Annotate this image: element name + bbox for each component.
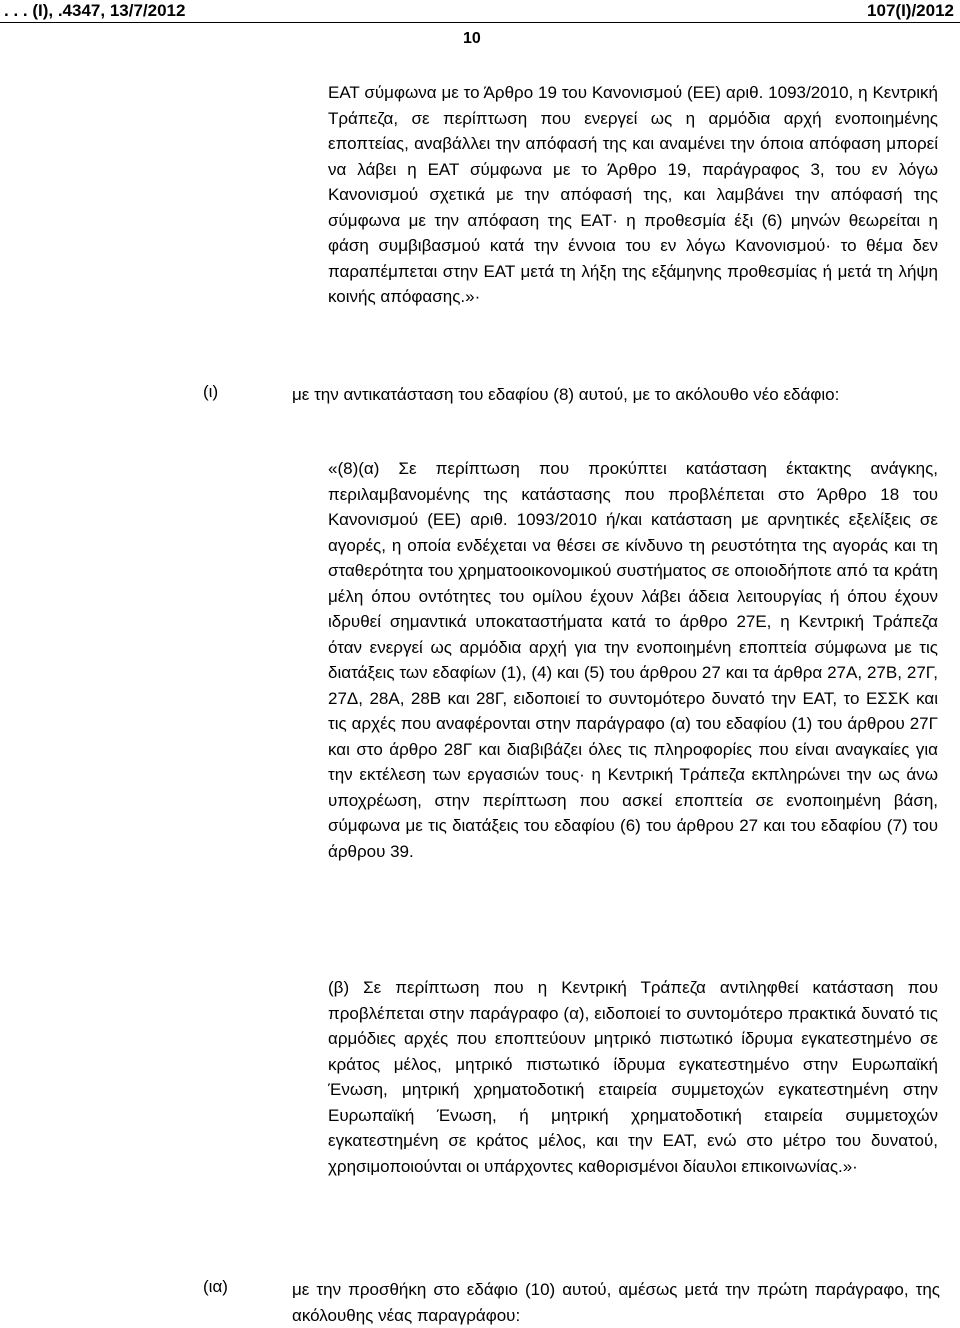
quoted-subsection-8b: (β) Σε περίπτωση που η Κεντρική Τράπεζα αντιληφθεί κατάσταση που προβλέπεται στην παράγραφο (α), ειδοποιεί το συντομότερο πρακτικά δυνατό τις αρμόδιες αρχές που εποπτεύουν μητρικό πιστωτικό ίδρυμα εγκατεστημένο σε κράτος μέλος, μητρικό πιστωτικό ίδρυμα εγκατεστημένο στην Ευρωπαϊκή Ένωση, μητρική χρηματοδοτική εταιρεία συμμετοχών εγκατεστημένη στην Ευρωπαϊκή Ένωση, ή μητρική χρηματοδοτική εταιρεία συμμετοχών εγκατεστημένη σε κράτος μέλος, και την ΕΑΤ, ενώ στο μέτρο του δυνατού, χρησιμοποιούνται οι υπάρχοντες καθορισμένοι δίαυλοι επικοινωνίας.»· (328, 978, 938, 1176)
item-ia-label: (ια) (203, 1277, 228, 1296)
page-number: 10 (463, 30, 481, 47)
item-ia-text: με την προσθήκη στο εδάφιο (10) αυτού, αμέσως μετά την πρώτη παράγραφο, της ακόλουθης νέας παραγράφου: (292, 1280, 940, 1325)
item-i-label: (ι) (203, 382, 219, 401)
continued-paragraph: ΕΑΤ σύμφωνα με το Άρθρο 19 του Κανονισμού (ΕΕ) αριθ. 1093/2010, η Κεντρική Τράπεζα, σε περίπτωση που ενεργεί ως η αρμόδια αρχή ενοποιημένης εποπτείας, αναβάλλει την απόφασή της και αναμένει την όποια απόφαση μπορεί να λάβει η ΕΑΤ σύμφωνα με το Άρθρο 19, παράγραφος 3, του εν λόγω Κανονισμού σχετικά με την απόφασή της, και λαμβάνει την απόφασή της σύμφωνα με την απόφαση της ΕΑΤ· η προθεσμία έξι (6) μηνών θεωρείται η φάση συμβιβασμού κατά την έννοια του εν λόγω Κανονισμού· το θέμα δεν παραπέμπεται στην ΕΑΤ μετά τη λήξη της εξάμηνης προθεσμίας ή μετά τη λήψη κοινής απόφασης.»· (328, 83, 938, 306)
header-divider (0, 22, 960, 23)
item-i-text: με την αντικατάσταση του εδαφίου (8) αυτού, με το ακόλουθο νέο εδάφιο: (292, 385, 840, 404)
header-law-number: 107(Ι)/2012 (867, 1, 954, 20)
quoted-subsection-8a: «(8)(α) Σε περίπτωση που προκύπτει κατάσταση έκτακτης ανάγκης, περιλαμβανομένης της κατάστασης που προβλέπεται στο Άρθρο 18 του Κανονισμού (ΕΕ) αριθ. 1093/2010 ή/και κατάσταση με αρνητικές εξελίξεις σε αγορές, η οποία ενδέχεται να θέσει σε κίνδυνο τη ρευστότητα της αγοράς και τη σταθερότητα του χρηματοοικονομικού συστήματος σε οποιοδήποτε από τα κράτη μέλη όπου οντότητες του ομίλου έχουν λάβει άδεια λειτουργίας ή όπου έχουν ιδρυθεί σημαντικά υποκαταστήματα κατά το άρθρο 27Ε, η Κεντρική Τράπεζα όταν ενεργεί ως αρμόδια αρχή για την ενοποιημένη εποπτεία σύμφωνα με τις διατάξεις των εδαφίων (1), (4) και (5) του άρθρου 27 και τα άρθρα 27Α, 27Β, 27Γ, 27Δ, 28Α, 28Β και 28Γ, ειδοποιεί το συντομότερο δυνατό την ΕΑΤ, το ΕΣΣΚ και τις αρχές που αναφέρονται στην παράγραφο (α) του εδαφίου (1) του άρθρου 27Γ και στο άρθρο 28Γ και διαβιβάζει όλες τις πληροφορίες που είναι αναγκαίες για την εκτέλεση των εργασιών τους· η Κεντρική Τράπεζα εκπληρώνει την ως άνω υποχρέωση, στην περίπτωση που ασκεί εποπτεία σε ενοποιημένη βάση, σύμφωνα με τις διατάξεις του εδαφίου (6) του άρθρου 27 και του εδαφίου (7) του άρθρου 39. (328, 459, 938, 861)
header-gazette-reference: . . . (Ι), .4347, 13/7/2012 (4, 1, 186, 20)
running-header (0, 0, 960, 22)
